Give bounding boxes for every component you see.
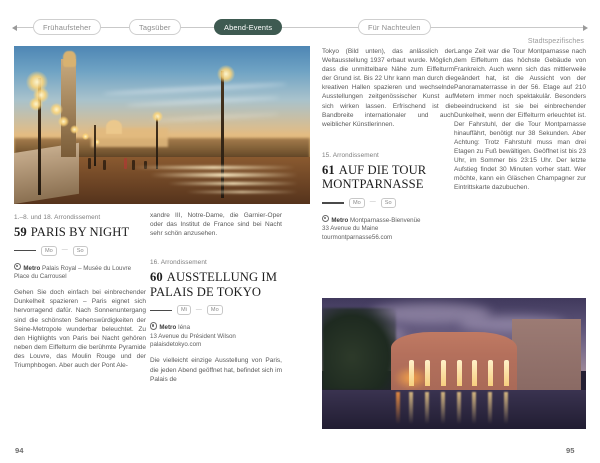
- entry-title-text: AUF DIE TOUR MONTPARNASSE: [322, 162, 427, 192]
- timeline-chip-tagsueber[interactable]: Tagsüber: [129, 19, 181, 35]
- timeline-arrow-left-icon: [12, 25, 17, 31]
- metro-icon: [322, 215, 329, 222]
- metro-station: Iéna: [177, 324, 191, 332]
- day-chip-from: Mo: [349, 198, 365, 208]
- day-chip-to: So: [73, 246, 88, 256]
- entry-body-continued: Tokyo (Bild unten), das anlässlich der Weltausstellung 1937 erbaut wurde. Möglich, dass die unmittelbare Nähe zum Eiffelturm der Grund ist. Bis 22 Uhr kann man durch die kreativen Hallen spazieren und wechselnde Ausstellungen zeitgenössischer Kunst auf sich wirken lassen. Erfrischend ist die Bandbreite internationaler und auch weiblicher Künstlerinnen.: [322, 48, 454, 128]
- entry-number: 61: [322, 162, 335, 177]
- entry-arrondissement: 1.–8. und 18. Arrondissement: [14, 214, 101, 221]
- text-column-1: [14, 213, 146, 370]
- entry-title-60: [150, 270, 282, 299]
- entry-body-continued: xandre III, Notre-Dame, die Garnier-Oper oder das Institut de France sind bei Nacht sehr schön anzusehen.: [150, 212, 282, 238]
- entry-meta-61: [322, 215, 454, 242]
- magazine-spread: [0, 42, 600, 463]
- page-number-left: 94: [15, 446, 24, 455]
- entry-website[interactable]: tourmontparnasse56.com: [322, 233, 393, 241]
- timeline-caption: Stadtspezifisches: [527, 38, 584, 45]
- timeline-chip-abend-events[interactable]: Abend-Events: [214, 19, 282, 35]
- rule-divider: [150, 310, 172, 312]
- text-column-2: [150, 211, 282, 384]
- entry-website[interactable]: palaisdetokyo.com: [150, 341, 202, 349]
- entry-address: Place du Carrousel: [14, 272, 67, 280]
- rule-divider: [322, 202, 344, 204]
- pont-alexandre-iii-sunset-photo: [14, 46, 310, 204]
- entry-address: 13 Avenue du Président Wilson: [150, 332, 236, 340]
- metro-station: Palais Royal – Musée du Louvre: [41, 264, 132, 272]
- page-number-right: 95: [566, 446, 575, 455]
- metro-label: Metro: [23, 264, 41, 272]
- entry-number: 59: [14, 225, 27, 240]
- timeline-arrow-right-icon: [583, 25, 588, 31]
- entry-number: 60: [150, 270, 163, 285]
- entry-title-61: [322, 163, 454, 192]
- entry-meta-60: [150, 322, 282, 349]
- opening-days-61: [322, 198, 454, 208]
- metro-icon: [150, 322, 157, 329]
- entry-arrondissement: 16. Arrondissement: [150, 259, 207, 267]
- entry-title-59: [14, 225, 146, 240]
- rule-divider: [14, 250, 36, 252]
- opening-days-59: [14, 246, 146, 256]
- entry-arrondissement: 15. Arrondissement: [322, 151, 379, 159]
- entry-body-text: Gehen Sie doch einfach bei einbrechender Dunkelheit spazieren – Paris eignet sich hervorragend dafür. Nach Sonnenuntergang sind die schönsten Sehenswürdigkeiten der Seine-Metropole wunderbar beleuchtet. Zu den Highlights von Paris bei Nacht gehören neben dem Eiffelturm die berühmte Pyramide des Louvre, das Moulin Rouge und der Triumphbogen. Aber auch der Pont Ale-: [14, 289, 146, 370]
- entry-body-text: Die vielleicht einzige Ausstellung von Paris, die jeden Abend geöffnet hat, befindet sich im Palais de: [150, 357, 282, 383]
- metro-station: Montparnasse-Bienvenüe: [349, 216, 421, 224]
- day-chip-to: Mo: [207, 305, 223, 315]
- palais-de-tokyo-night-photo: [322, 298, 586, 429]
- entry-title-text: PARIS BY NIGHT: [30, 225, 130, 240]
- text-column-4: [454, 47, 586, 193]
- day-range-dash: —: [369, 199, 376, 206]
- timeline-chip-fruehaufsteher[interactable]: Frühaufsteher: [33, 19, 101, 35]
- day-range-dash: —: [195, 306, 202, 313]
- entry-address: 33 Avenue du Maine: [322, 225, 379, 233]
- day-chip-from: Mo: [41, 246, 57, 256]
- day-range-dash: —: [61, 247, 68, 254]
- opening-days-60: [150, 305, 282, 315]
- timeline-nav: [0, 0, 600, 45]
- metro-label: Metro: [331, 216, 349, 224]
- entry-meta-59: [14, 263, 146, 282]
- text-column-3: [322, 47, 454, 249]
- entry-title-text: AUSSTELLUNG IM PALAIS DE TOKYO: [150, 270, 277, 299]
- timeline-axis: [16, 27, 584, 28]
- metro-icon: [14, 263, 21, 270]
- entry-body-text: Lange Zeit war die Tour Montparnasse nach dem Eiffelturm das höchste Gebäude von Frankreich. Auch wenn sich das mittlerweile geändert hat, ist die Aussicht von der Panoramaterrasse in der 56. Etage auf 210 Metern immer noch spektakulär. Besonders beeindruckend ist sie bei einbrechender Dunkelheit, wenn der Eiffelturm erleuchtet ist. Der Fahrstuhl, der die Tour Montparnasse hinauffährt, benötigt nur 38 Sekunden. Aber Achtung: Trotz Fahrstuhl muss man drei Etagen zu Fuß bewältigen. Geöffnet ist bis 23 Uhr, im Sommer bis 23:15 Uhr. Der letzte Aufstieg findet 30 Minuten vorher statt. Wer möchte, kann ein Gläschen Champagner zur Eintrittskarte dazubuchen.: [454, 48, 586, 192]
- timeline-chip-fuer-nachteulen[interactable]: Für Nachteulen: [358, 19, 431, 35]
- day-chip-from: Mi: [177, 305, 191, 315]
- day-chip-to: So: [381, 198, 396, 208]
- metro-label: Metro: [159, 324, 177, 332]
